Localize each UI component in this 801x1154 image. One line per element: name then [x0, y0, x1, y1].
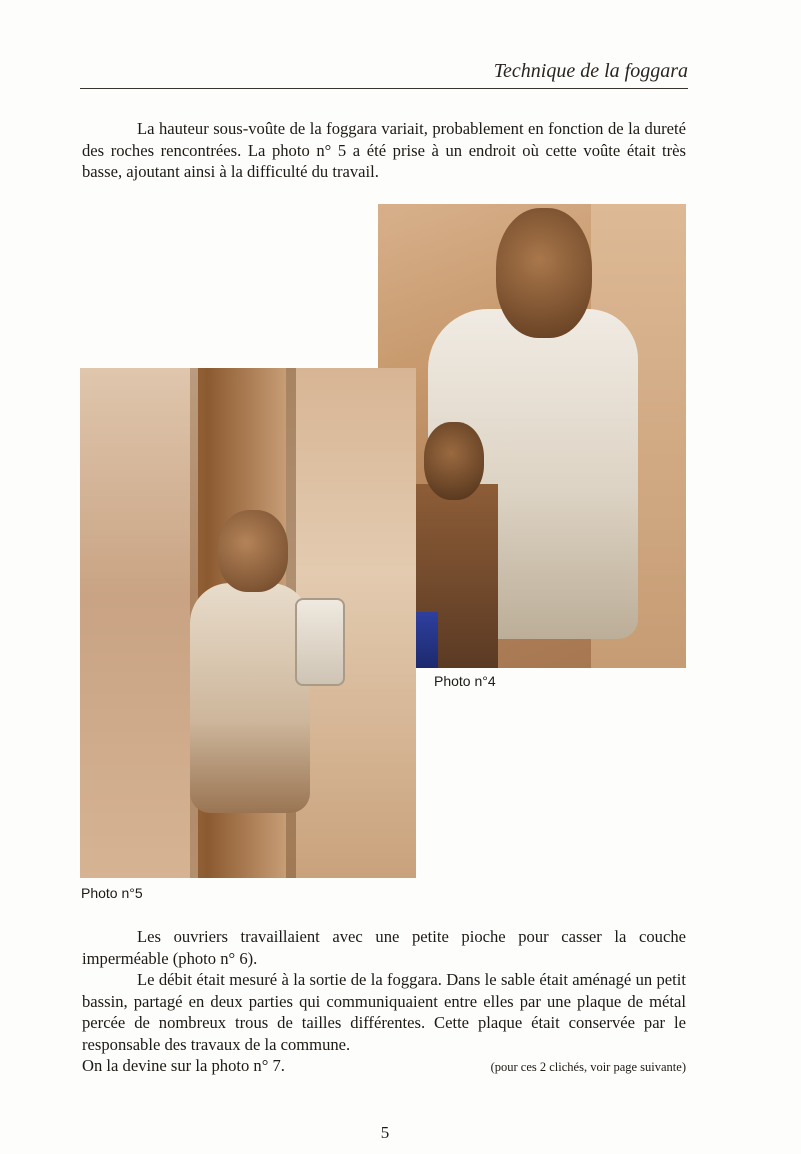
running-header-title: Technique de la foggara: [493, 60, 688, 82]
intro-text: La hauteur sous-voûte de la foggara variait, probablement en fonction de la dureté des roches rencontrées. La photo n° 5 a été prise à un endroit où cette voûte était très basse, ajoutant ainsi à la difficulté du travail.: [82, 119, 686, 181]
body-last-line-text: On la devine sur la photo n° 7.: [82, 1056, 285, 1075]
body-text: [82, 926, 686, 1079]
body-last-line: [82, 1055, 686, 1079]
body-paragraph-2: Le débit était mesuré à la sortie de la foggara. Dans le sable était aménagé un petit bassin, partagé en deux parties qui communiquaient entre elles par une plaque de métal percée de nombreux trous de tailles différentes. Cette plaque était conservée par le responsable des travaux de la commune.: [82, 970, 686, 1054]
header-rule: [80, 88, 688, 89]
body-note: (pour ces 2 clichés, voir page suivante): [490, 1060, 686, 1074]
photo-4-image: [378, 204, 686, 668]
intro-paragraph: [82, 118, 686, 183]
photo-4-caption: Photo n°4: [434, 673, 496, 689]
body-paragraph-1: Les ouvriers travaillaient avec une petite pioche pour casser la couche imperméable (photo n° 6).: [82, 927, 686, 968]
photo-5-caption: Photo n°5: [81, 885, 143, 901]
page-number: 5: [380, 1123, 390, 1142]
photo-5-image: [80, 368, 416, 878]
